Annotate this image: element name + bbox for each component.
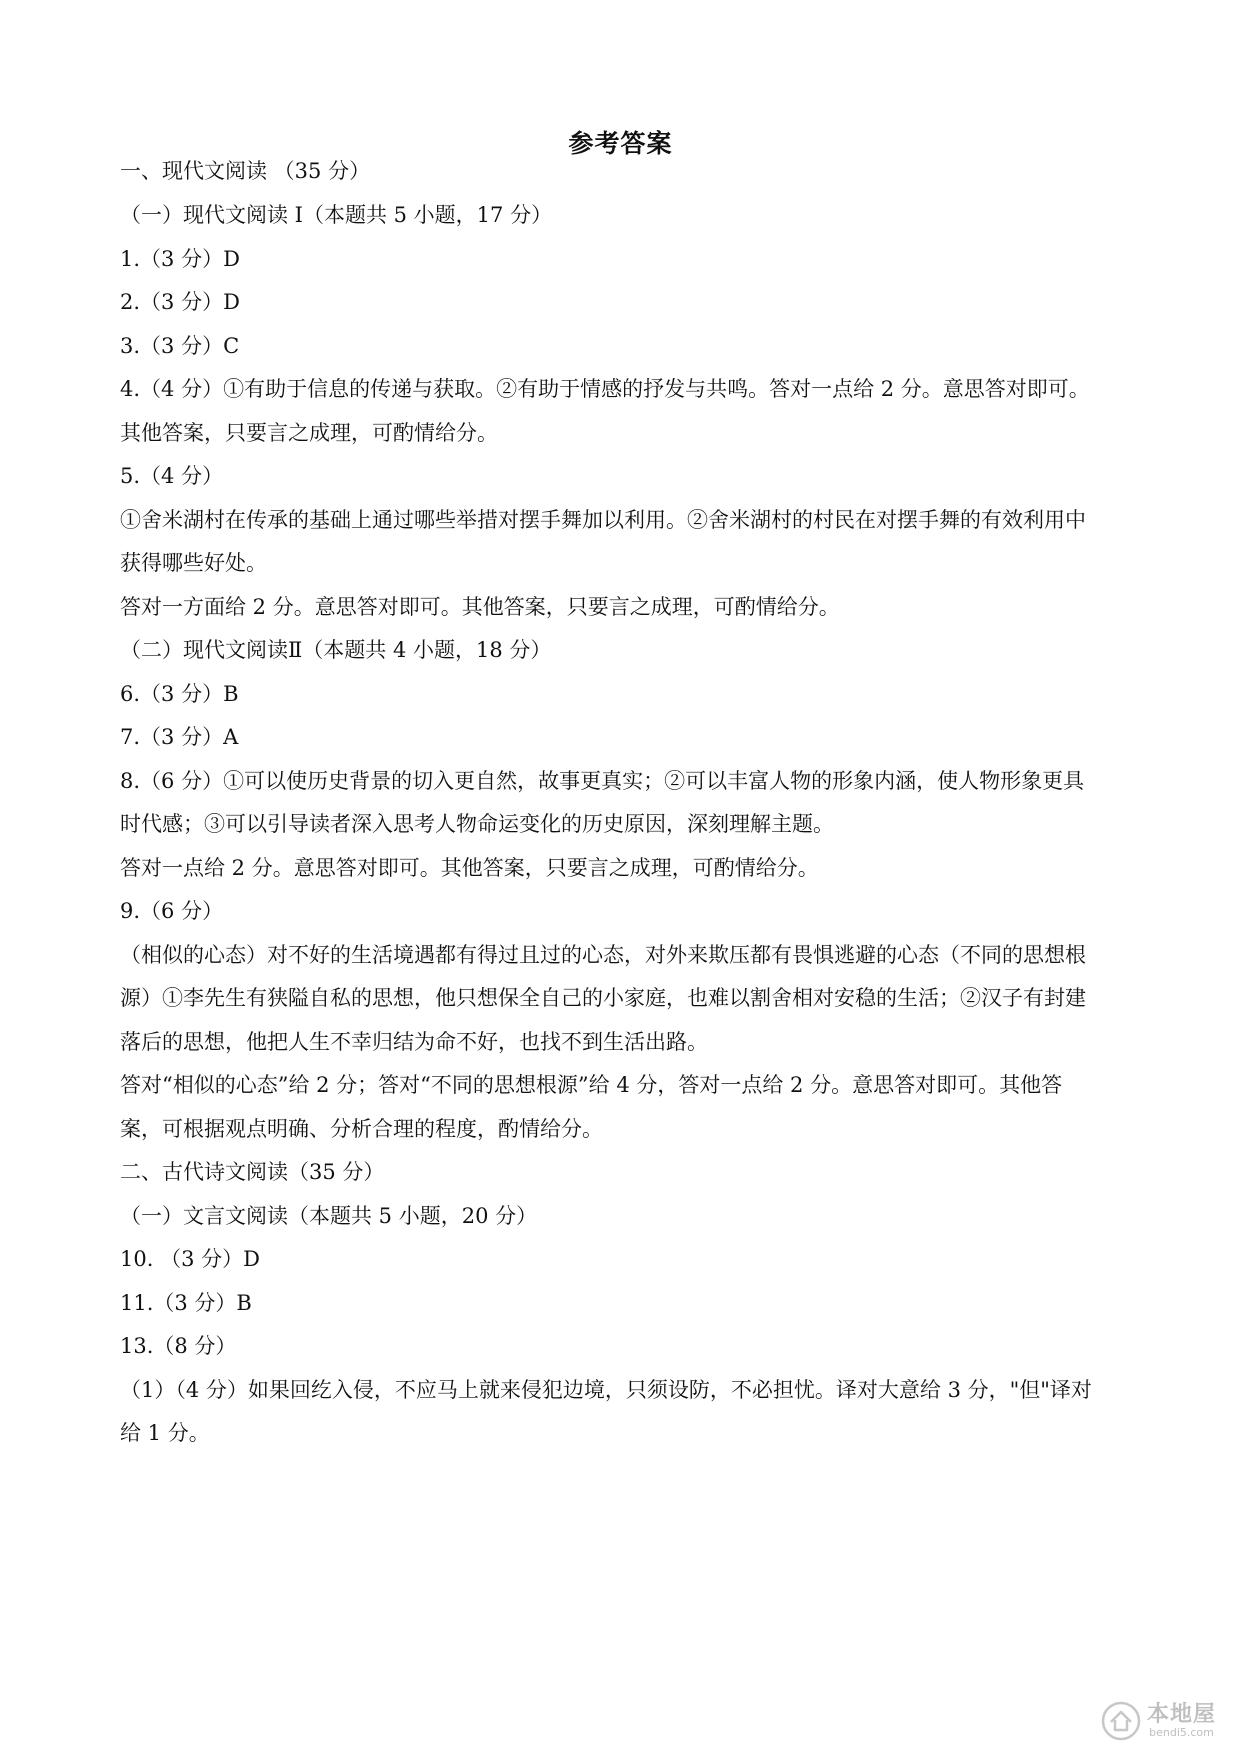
watermark-url: bendi5.com: [1149, 1726, 1214, 1739]
subsection-heading-classical-prose: （一）文言文阅读（本题共 5 小题，20 分）: [120, 1204, 538, 1228]
answer-line-3: 3.（3 分）C: [120, 334, 240, 358]
answer-line-6: 6.（3 分）B: [120, 682, 239, 706]
answer-line-7: 7.（3 分）A: [120, 725, 239, 749]
answer-line-9-detail-3: 落后的思想，他把人生不幸归结为命不好，也找不到生活出路。: [120, 1030, 708, 1054]
answer-line-5: 5.（4 分）: [120, 464, 224, 488]
answer-line-10: 10. （3 分）D: [120, 1247, 260, 1271]
answer-line-13: 13.（8 分）: [120, 1334, 237, 1358]
answer-line-9-detail: （相似的心态）对不好的生活境遇都有得过且过的心态，对外来欺压都有畏惧逃避的心态（不同的思想根: [120, 943, 1086, 967]
section-heading-classical-reading: 二、古代诗文阅读（35 分）: [120, 1160, 385, 1184]
answer-line-4: 4.（4 分）①有助于信息的传递与获取。②有助于情感的抒发与共鸣。答对一点给 2 分。意思答对即可。: [120, 377, 1090, 401]
site-watermark: [1101, 1698, 1227, 1744]
answer-line-11: 11.（3 分）B: [120, 1291, 252, 1315]
answer-line-4-continued: 其他答案，只要言之成理，可酌情给分。: [120, 421, 498, 445]
answer-line-2: 2.（3 分）D: [120, 290, 240, 314]
subsection-heading-reading-2: （二）现代文阅读Ⅱ（本题共 4 小题，18 分）: [120, 638, 552, 662]
answer-line-9-detail-2: 源）①李先生有狭隘自私的思想，他只想保全自己的小家庭，也难以割舍相对安稳的生活；②汉子有封建: [120, 986, 1086, 1010]
answer-line-8-continued: 时代感；③可以引导读者深入思考人物命运变化的历史原因，深刻理解主题。: [120, 812, 834, 836]
house-logo-icon: [1101, 1701, 1141, 1741]
answer-line-5-detail: ①舍米湖村在传承的基础上通过哪些举措对摆手舞加以利用。②舍米湖村的村民在对摆手舞的有效利用中: [120, 508, 1086, 532]
answer-line-5-detail-continued: 获得哪些好处。: [120, 551, 267, 575]
answer-line-13-part-1-continued: 给 1 分。: [120, 1421, 210, 1445]
answer-line-9-scoring: 答对“相似的心态”给 2 分；答对“不同的思想根源”给 4 分，答对一点给 2 分。意思答对即可。其他答: [120, 1073, 1063, 1097]
subsection-heading-reading-1: （一）现代文阅读 I（本题共 5 小题，17 分）: [120, 203, 553, 227]
watermark-name: 本地屋: [1147, 1702, 1217, 1727]
answer-line-1: 1.（3 分）D: [120, 247, 240, 271]
answer-line-9-scoring-continued: 案，可根据观点明确、分析合理的程度，酌情给分。: [120, 1117, 603, 1141]
answer-line-8-scoring: 答对一点给 2 分。意思答对即可。其他答案，只要言之成理，可酌情给分。: [120, 856, 819, 880]
answer-line-13-part-1: （1）（4 分）如果回纥入侵，不应马上就来侵犯边境，只须设防，不必担忧。译对大意给 3 分，"但"译对: [120, 1378, 1092, 1402]
page-title: 参考答案: [568, 129, 673, 158]
section-heading-modern-reading: 一、现代文阅读 （35 分）: [120, 159, 371, 183]
answer-line-9: 9.（6 分）: [120, 899, 224, 923]
answer-line-5-scoring: 答对一方面给 2 分。意思答对即可。其他答案，只要言之成理，可酌情给分。: [120, 595, 840, 619]
answer-line-8: 8.（6 分）①可以使历史背景的切入更自然，故事更真实；②可以丰富人物的形象内涵，使人物形象更具: [120, 769, 1085, 793]
